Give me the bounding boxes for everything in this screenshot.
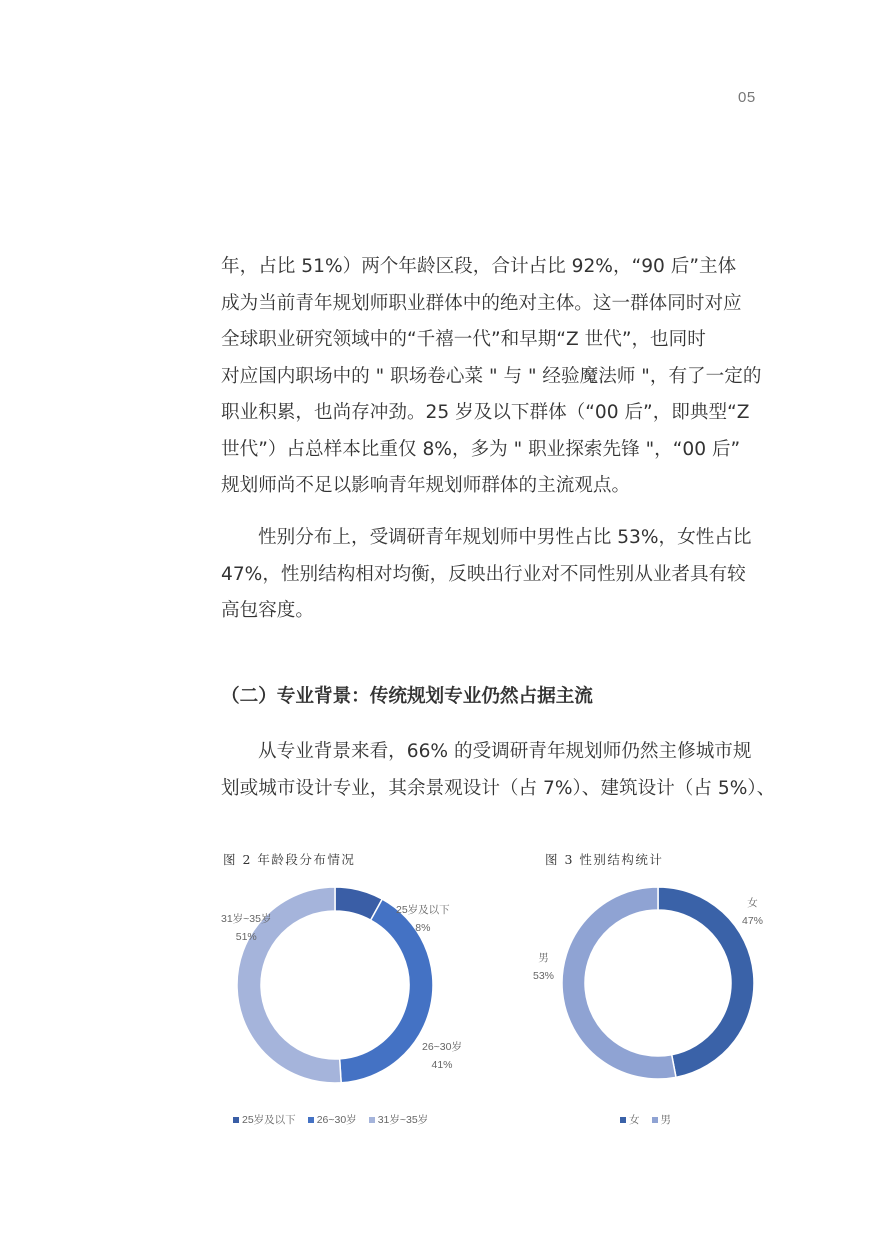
text-line: 规划师尚不足以影响青年规划师群体的主流观点。 [221, 475, 631, 496]
donut-slice [562, 887, 676, 1079]
legend-swatch [620, 1117, 626, 1123]
legend-item-26-30 [308, 1112, 357, 1127]
legend-swatch [369, 1117, 375, 1123]
label-category: 31岁~35岁 [221, 913, 272, 925]
legend-item-31-35 [369, 1112, 429, 1127]
label-category: 26~30岁 [422, 1041, 462, 1053]
figure-3-title: 图 3 性别结构统计 [545, 852, 664, 867]
legend-label: 男 [660, 1114, 671, 1126]
legend-label: 31岁~35岁 [377, 1114, 429, 1126]
figure-3-legend [620, 1112, 671, 1127]
gender-donut-slices [562, 887, 754, 1079]
paragraph-major-background [221, 734, 776, 807]
label-category: 25岁及以下 [396, 904, 450, 916]
legend-label: 25岁及以下 [242, 1114, 296, 1126]
legend-label: 26~30岁 [316, 1114, 357, 1126]
data-label-26-30 [422, 1038, 462, 1074]
donut-slice [658, 887, 754, 1077]
text-line: 高包容度。 [221, 600, 314, 621]
legend-item-female [620, 1112, 640, 1127]
text-line: 世代”）占总样本比重仅 8%，多为 " 职业探索先锋 "，“00 后” [221, 438, 741, 460]
paragraph-age-summary [221, 249, 771, 505]
label-percent: 41% [431, 1059, 453, 1071]
text-line: 划或城市设计专业，其余景观设计（占 7%）、建筑设计（占 5%）、 [221, 777, 776, 799]
text-line: 对应国内职场中的 " 职场卷心菜 " 与 " 经验魔法师 "，有了一定的 [221, 365, 762, 387]
label-percent: 51% [235, 931, 257, 943]
legend-swatch [233, 1117, 239, 1123]
data-label-male [533, 949, 554, 985]
data-label-25-under [396, 901, 450, 937]
label-percent: 47% [742, 915, 764, 927]
text-line: 47%，性别结构相对均衡，反映出行业对不同性别从业者具有较 [221, 563, 746, 585]
label-category: 女 [747, 897, 758, 909]
data-label-31-35 [221, 910, 272, 946]
label-percent: 53% [533, 970, 555, 982]
text-line: 从专业背景来看，66% 的受调研青年规划师仍然主修城市规 [258, 741, 752, 762]
legend-item-male [652, 1112, 672, 1127]
text-line: 性别分布上，受调研青年规划师中男性占比 53%，女性占比 [258, 527, 752, 548]
text-line: 全球职业研究领域中的“千禧一代”和早期“Z 世代”，也同时 [221, 329, 706, 350]
label-category: 男 [538, 952, 549, 964]
legend-label: 女 [629, 1114, 640, 1126]
figure-2-title: 图 2 年龄段分布情况 [223, 852, 356, 867]
text-line: 职业积累，也尚存冲劲。25 岁及以下群体（“00 后”，即典型“Z [221, 402, 750, 423]
label-percent: 8% [415, 922, 431, 934]
text-line: 年，占比 51%）两个年龄区段，合计占比 92%，“90 后”主体 [221, 256, 737, 277]
section-heading: （二）专业背景：传统规划专业仍然占据主流 [221, 686, 593, 707]
text-line: 成为当前青年规划师职业群体中的绝对主体。这一群体同时对应 [221, 292, 742, 314]
legend-swatch [652, 1117, 658, 1123]
legend-item-25-under [233, 1112, 296, 1127]
paragraph-gender-summary [221, 520, 771, 630]
figure-2-legend [233, 1112, 428, 1127]
data-label-female [742, 894, 763, 930]
page-number: 05 [738, 89, 756, 106]
legend-swatch [308, 1117, 314, 1123]
